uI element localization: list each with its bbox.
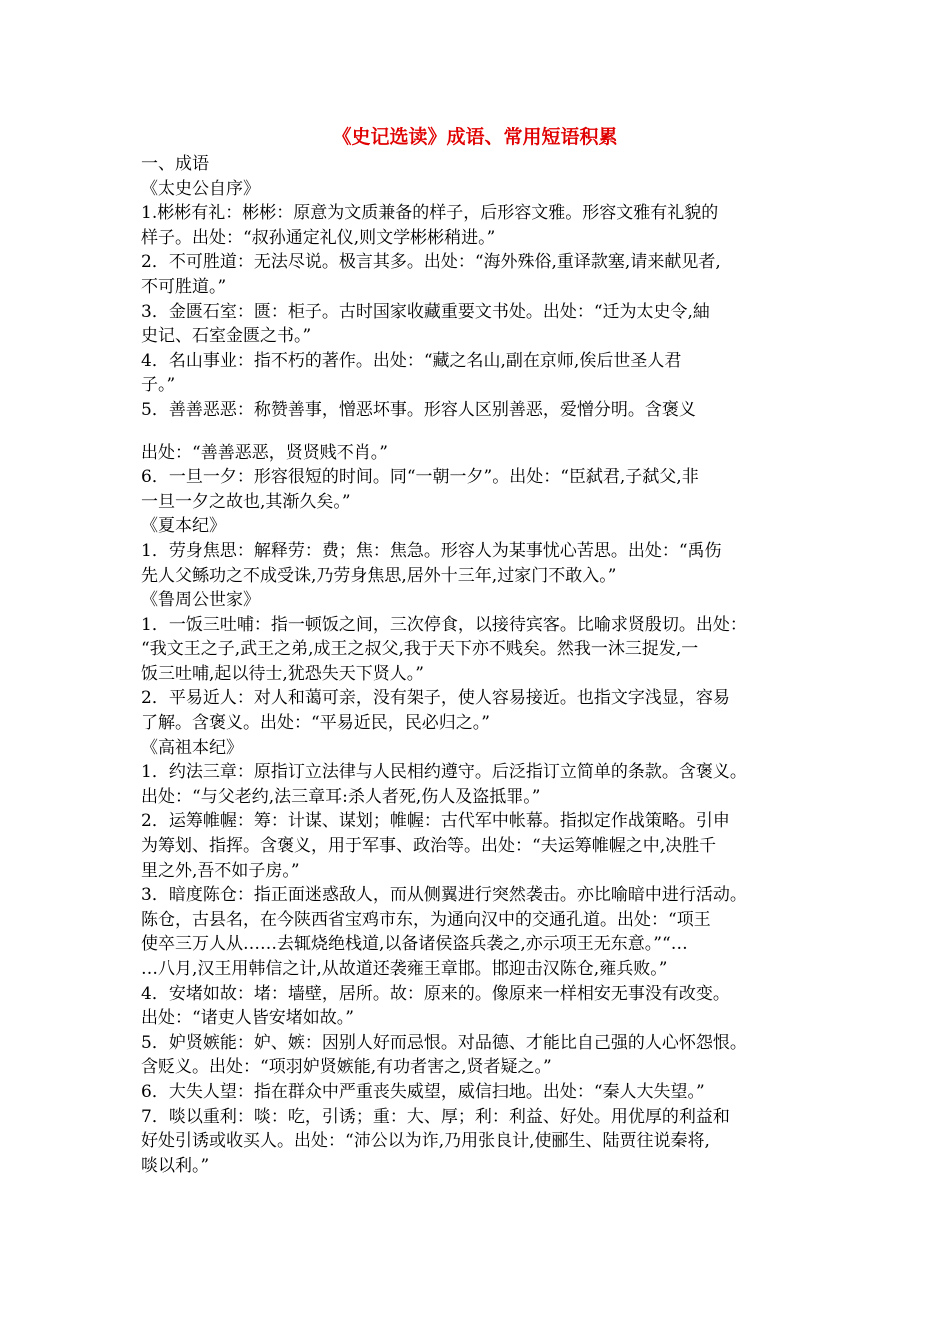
text-line: 子。” bbox=[141, 375, 176, 396]
text-line: 含贬义。出处：“项羽妒贤嫉能,有功者害之,贤者疑之。” bbox=[141, 1057, 552, 1078]
document-body bbox=[141, 152, 821, 1178]
text-line: 饭三吐哺,起以待士,犹恐失天下贤人。” bbox=[141, 663, 424, 684]
text-line: 3．金匮石室：匮：柜子。古时国家收藏重要文书处。出处：“迁为太史令,紬 bbox=[141, 301, 710, 322]
text-line: 《鲁周公世家》 bbox=[141, 590, 260, 611]
text-line: 1．约法三章：原指订立法律与人民相约遵守。后泛指订立简单的条款。含褒义。 bbox=[141, 762, 747, 783]
text-line: 出处：“善善恶恶，贤贤贱不肖。” bbox=[141, 442, 388, 463]
text-line: 6．一旦一夕：形容很短的时间。同“一朝一夕”。出处：“臣弑君,子弑父,非 bbox=[141, 467, 699, 488]
text-line: 史记、石室金匮之书。” bbox=[141, 326, 312, 347]
text-line: 好处引诱或收买人。出处：“沛公以为诈,乃用张良计,使郦生、陆贾往说秦将, bbox=[141, 1131, 710, 1152]
text-line: 《太史公自序》 bbox=[141, 178, 260, 199]
text-line: 2．运筹帷幄：筹：计谋、谋划；帷幄：古代军中帐幕。指拟定作战策略。引申 bbox=[141, 811, 730, 832]
text-line: 不可胜道。” bbox=[141, 276, 227, 297]
text-line: 5．善善恶恶：称赞善事，憎恶坏事。形容人区别善恶，爱憎分明。含褒义 bbox=[141, 399, 696, 420]
text-line: 为筹划、指挥。含褒义，用于军事、政治等。出处：“夫运筹帷幄之中,决胜千 bbox=[141, 836, 717, 857]
text-line: …八月,汉王用韩信之计,从故道还袭雍王章邯。邯迎击汉陈仓,雍兵败。” bbox=[141, 959, 668, 979]
text-line: 样子。出处：“叔孙通定礼仪,则文学彬彬稍进。” bbox=[141, 227, 496, 248]
text-line: 3．暗度陈仓：指正面迷惑敌人，而从侧翼进行突然袭击。亦比喻暗中进行活动。 bbox=[141, 885, 747, 906]
text-line: 6．大失人望：指在群众中严重丧失威望，威信扫地。出处：“秦人大失望。” bbox=[141, 1081, 705, 1102]
text-line: 4．安堵如故：堵：墙壁，居所。故：原来的。像原来一样相安无事没有改变。 bbox=[141, 983, 730, 1004]
text-line: 出处：“与父老约,法三章耳:杀人者死,伤人及盗抵罪。” bbox=[141, 786, 541, 807]
text-line: 啖以利。” bbox=[141, 1155, 210, 1176]
text-line: 4．名山事业：指不朽的著作。出处：“藏之名山,副在京师,俟后世圣人君 bbox=[141, 350, 682, 371]
text-line: 先人父鲧功之不成受诛,乃劳身焦思,居外十三年,过家门不敢入。” bbox=[141, 565, 617, 586]
text-line: 陈仓，古县名，在今陕西省宝鸡市东，为通向汉中的交通孔道。出处：“项王 bbox=[141, 909, 711, 930]
text-line: 出处：“诸吏人皆安堵如故。” bbox=[141, 1008, 354, 1029]
text-line: 一、成语 bbox=[141, 154, 209, 174]
text-line: 使卒三万人从……去辄烧绝栈道,以备诸侯盗兵袭之,亦示项王无东意。”“… bbox=[141, 934, 688, 955]
text-line: 2．不可胜道：无法尽说。极言其多。出处：“海外殊俗,重译款塞,请来献见者, bbox=[141, 252, 721, 273]
text-line: 1.彬彬有礼：彬彬：原意为文质兼备的样子，后形容文雅。形容文雅有礼貌的 bbox=[141, 203, 719, 224]
text-line: 了解。含褒义。出处：“平易近民，民必归之。” bbox=[141, 713, 490, 734]
text-line: 《夏本纪》 bbox=[141, 516, 226, 537]
text-line: 1．一饭三吐哺：指一顿饭之间，三次停食，以接待宾客。比喻求贤殷切。出处： bbox=[141, 614, 747, 635]
text-line: 7．啖以重利：啖：吃，引诱；重：大、厚；利：利益、好处。用优厚的利益和 bbox=[141, 1106, 730, 1127]
text-line: 1．劳身焦思：解释劳：费；焦：焦急。形容人为某事忧心苦思。出处：“禹伤 bbox=[141, 540, 722, 561]
document-title: 《史记选读》成语、常用短语积累 bbox=[332, 126, 618, 148]
text-line: 2．平易近人：对人和蔼可亲，没有架子，使人容易接近。也指文字浅显，容易 bbox=[141, 688, 730, 709]
text-line: “我文王之子,武王之弟,成王之叔父,我于天下亦不贱矣。然我一沐三捉发,一 bbox=[141, 639, 699, 660]
text-line: 《高祖本纪》 bbox=[141, 737, 243, 758]
text-line: 里之外,吾不如子房。” bbox=[141, 860, 300, 881]
paragraph-gap bbox=[141, 423, 821, 441]
text-line: 5．妒贤嫉能：妒、嫉：因别人好而忌恨。对品德、才能比自己强的人心怀怨恨。 bbox=[141, 1032, 747, 1053]
text-line: 一旦一夕之故也,其渐久矣。” bbox=[141, 491, 351, 512]
